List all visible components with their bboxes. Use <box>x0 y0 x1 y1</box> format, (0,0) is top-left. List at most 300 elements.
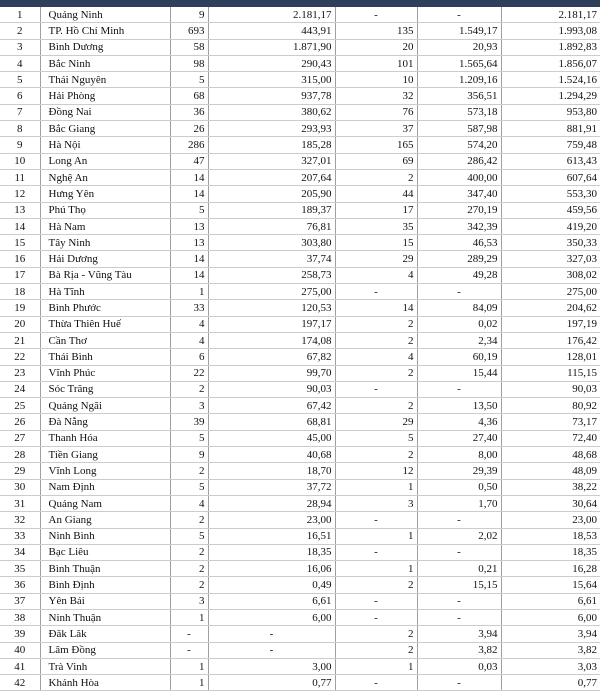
adjusted-capital: - <box>417 284 501 300</box>
province-name: Bình Dương <box>40 39 170 55</box>
row-index: 25 <box>0 398 40 414</box>
province-name: Hà Tĩnh <box>40 284 170 300</box>
new-capital: 189,37 <box>208 202 335 218</box>
total-capital: 18,35 <box>501 544 600 560</box>
province-name: Hưng Yên <box>40 186 170 202</box>
row-index: 17 <box>0 267 40 283</box>
province-name: Thanh Hóa <box>40 430 170 446</box>
table-row <box>0 479 600 495</box>
new-projects: 22 <box>170 365 208 381</box>
total-capital: 15,64 <box>501 577 600 593</box>
adjusted-projects: 101 <box>335 55 417 71</box>
adjusted-projects: 69 <box>335 153 417 169</box>
adjusted-capital: 46,53 <box>417 235 501 251</box>
adjusted-projects: 15 <box>335 235 417 251</box>
new-capital: 90,03 <box>208 381 335 397</box>
adjusted-projects: 4 <box>335 349 417 365</box>
adjusted-capital: 574,20 <box>417 137 501 153</box>
total-capital: 327,03 <box>501 251 600 267</box>
adjusted-capital: 347,40 <box>417 186 501 202</box>
province-name: Đồng Nai <box>40 104 170 120</box>
province-name: Thừa Thiên Huế <box>40 316 170 332</box>
province-name: Hà Nội <box>40 137 170 153</box>
adjusted-projects: 165 <box>335 137 417 153</box>
adjusted-projects: 2 <box>335 642 417 658</box>
adjusted-projects: 17 <box>335 202 417 218</box>
total-capital: 6,00 <box>501 609 600 625</box>
province-name: Bình Phước <box>40 300 170 316</box>
adjusted-capital: - <box>417 609 501 625</box>
adjusted-projects: 76 <box>335 104 417 120</box>
adjusted-capital: 2,34 <box>417 332 501 348</box>
new-capital: 16,06 <box>208 561 335 577</box>
row-index: 37 <box>0 593 40 609</box>
adjusted-capital: 1,70 <box>417 495 501 511</box>
table-row <box>0 414 600 430</box>
adjusted-projects: 2 <box>335 332 417 348</box>
adjusted-capital: 8,00 <box>417 447 501 463</box>
adjusted-projects: - <box>335 593 417 609</box>
new-projects: 2 <box>170 561 208 577</box>
province-name: Đăk Lăk <box>40 626 170 642</box>
adjusted-capital: 3,94 <box>417 626 501 642</box>
row-index: 4 <box>0 55 40 71</box>
new-capital: 18,70 <box>208 463 335 479</box>
adjusted-capital: 49,28 <box>417 267 501 283</box>
adjusted-projects: 3 <box>335 495 417 511</box>
province-name: Quảng Ninh <box>40 7 170 23</box>
new-capital: 40,68 <box>208 447 335 463</box>
adjusted-projects: 1 <box>335 479 417 495</box>
adjusted-capital: 2,02 <box>417 528 501 544</box>
adjusted-projects: 37 <box>335 121 417 137</box>
new-capital: - <box>208 642 335 658</box>
new-capital: 1.871,90 <box>208 39 335 55</box>
new-capital: 205,90 <box>208 186 335 202</box>
adjusted-capital: 1.565,64 <box>417 55 501 71</box>
adjusted-projects: 14 <box>335 300 417 316</box>
new-projects: - <box>170 642 208 658</box>
total-capital: 275,00 <box>501 284 600 300</box>
adjusted-projects: 5 <box>335 430 417 446</box>
adjusted-projects: 29 <box>335 251 417 267</box>
row-index: 32 <box>0 512 40 528</box>
new-projects: 5 <box>170 528 208 544</box>
adjusted-capital: 289,29 <box>417 251 501 267</box>
adjusted-capital: 0,02 <box>417 316 501 332</box>
adjusted-projects: 135 <box>335 23 417 39</box>
table-row <box>0 349 600 365</box>
adjusted-capital: 3,82 <box>417 642 501 658</box>
total-capital: 613,43 <box>501 153 600 169</box>
new-projects: 39 <box>170 414 208 430</box>
adjusted-capital: 1.209,16 <box>417 72 501 88</box>
new-projects: 5 <box>170 72 208 88</box>
adjusted-projects: - <box>335 544 417 560</box>
new-projects: 3 <box>170 398 208 414</box>
table-row <box>0 88 600 104</box>
table-row <box>0 202 600 218</box>
adjusted-capital: 27,40 <box>417 430 501 446</box>
adjusted-capital: 60,19 <box>417 349 501 365</box>
province-name: Quảng Ngãi <box>40 398 170 414</box>
province-name: Nghệ An <box>40 169 170 185</box>
province-name: Khánh Hòa <box>40 675 170 691</box>
total-capital: 308,02 <box>501 267 600 283</box>
province-name: Bình Thuận <box>40 561 170 577</box>
province-name: Thái Bình <box>40 349 170 365</box>
adjusted-projects: - <box>335 609 417 625</box>
new-capital: - <box>208 626 335 642</box>
row-index: 36 <box>0 577 40 593</box>
adjusted-capital: 15,15 <box>417 577 501 593</box>
province-name: Phú Thọ <box>40 202 170 218</box>
row-index: 38 <box>0 609 40 625</box>
adjusted-capital: 1.549,17 <box>417 23 501 39</box>
adjusted-capital: 270,19 <box>417 202 501 218</box>
new-projects: 47 <box>170 153 208 169</box>
new-capital: 380,62 <box>208 104 335 120</box>
total-capital: 23,00 <box>501 512 600 528</box>
table-row <box>0 121 600 137</box>
row-index: 33 <box>0 528 40 544</box>
table-row <box>0 528 600 544</box>
province-name: Tây Ninh <box>40 235 170 251</box>
total-capital: 72,40 <box>501 430 600 446</box>
adjusted-projects: 2 <box>335 577 417 593</box>
new-capital: 293,93 <box>208 121 335 137</box>
total-capital: 2.181,17 <box>501 7 600 23</box>
adjusted-projects: 4 <box>335 267 417 283</box>
adjusted-capital: 20,93 <box>417 39 501 55</box>
adjusted-capital: 0,03 <box>417 658 501 674</box>
total-capital: 1.524,16 <box>501 72 600 88</box>
row-index: 6 <box>0 88 40 104</box>
table-row <box>0 626 600 642</box>
total-capital: 3,82 <box>501 642 600 658</box>
total-capital: 607,64 <box>501 169 600 185</box>
total-capital: 197,19 <box>501 316 600 332</box>
new-capital: 6,00 <box>208 609 335 625</box>
row-index: 15 <box>0 235 40 251</box>
adjusted-projects: 2 <box>335 447 417 463</box>
adjusted-capital: - <box>417 381 501 397</box>
province-name: Sóc Trăng <box>40 381 170 397</box>
new-projects: 9 <box>170 7 208 23</box>
table-row <box>0 218 600 234</box>
row-index: 21 <box>0 332 40 348</box>
province-name: Tiền Giang <box>40 447 170 463</box>
table-row <box>0 104 600 120</box>
new-capital: 37,74 <box>208 251 335 267</box>
province-name: Cần Thơ <box>40 332 170 348</box>
header-bar <box>0 0 600 7</box>
table-row <box>0 316 600 332</box>
new-projects: 2 <box>170 577 208 593</box>
new-projects: 1 <box>170 609 208 625</box>
total-capital: 553,30 <box>501 186 600 202</box>
total-capital: 0,77 <box>501 675 600 691</box>
new-capital: 23,00 <box>208 512 335 528</box>
new-capital: 67,82 <box>208 349 335 365</box>
adjusted-projects: 32 <box>335 88 417 104</box>
row-index: 2 <box>0 23 40 39</box>
adjusted-capital: 400,00 <box>417 169 501 185</box>
province-name: Hà Nam <box>40 218 170 234</box>
new-capital: 68,81 <box>208 414 335 430</box>
new-capital: 18,35 <box>208 544 335 560</box>
row-index: 35 <box>0 561 40 577</box>
row-index: 10 <box>0 153 40 169</box>
new-projects: 4 <box>170 332 208 348</box>
total-capital: 48,68 <box>501 447 600 463</box>
province-name: Bạc Liêu <box>40 544 170 560</box>
province-name: Vĩnh Phúc <box>40 365 170 381</box>
table-row <box>0 23 600 39</box>
row-index: 9 <box>0 137 40 153</box>
new-projects: 33 <box>170 300 208 316</box>
table-row <box>0 365 600 381</box>
new-capital: 2.181,17 <box>208 7 335 23</box>
adjusted-projects: 1 <box>335 528 417 544</box>
new-capital: 258,73 <box>208 267 335 283</box>
table-row <box>0 300 600 316</box>
table-row <box>0 675 600 691</box>
adjusted-projects: 1 <box>335 561 417 577</box>
total-capital: 1.892,83 <box>501 39 600 55</box>
province-name: Thái Nguyên <box>40 72 170 88</box>
total-capital: 115,15 <box>501 365 600 381</box>
total-capital: 90,03 <box>501 381 600 397</box>
adjusted-capital: 4,36 <box>417 414 501 430</box>
new-capital: 120,53 <box>208 300 335 316</box>
new-projects: 13 <box>170 235 208 251</box>
province-name: Ninh Bình <box>40 528 170 544</box>
total-capital: 3,94 <box>501 626 600 642</box>
province-name: Hải Phòng <box>40 88 170 104</box>
new-capital: 45,00 <box>208 430 335 446</box>
new-projects: 4 <box>170 316 208 332</box>
row-index: 31 <box>0 495 40 511</box>
total-capital: 128,01 <box>501 349 600 365</box>
adjusted-projects: - <box>335 675 417 691</box>
table-row <box>0 7 600 23</box>
row-index: 26 <box>0 414 40 430</box>
new-projects: 2 <box>170 544 208 560</box>
fdi-table <box>0 7 600 691</box>
new-capital: 290,43 <box>208 55 335 71</box>
row-index: 28 <box>0 447 40 463</box>
new-projects: - <box>170 626 208 642</box>
new-projects: 1 <box>170 284 208 300</box>
province-name: Bình Định <box>40 577 170 593</box>
total-capital: 1.856,07 <box>501 55 600 71</box>
adjusted-projects: - <box>335 381 417 397</box>
new-projects: 98 <box>170 55 208 71</box>
adjusted-projects: 2 <box>335 398 417 414</box>
adjusted-projects: 12 <box>335 463 417 479</box>
adjusted-projects: 20 <box>335 39 417 55</box>
table-row <box>0 55 600 71</box>
row-index: 8 <box>0 121 40 137</box>
total-capital: 459,56 <box>501 202 600 218</box>
adjusted-projects: 2 <box>335 169 417 185</box>
table-row <box>0 593 600 609</box>
adjusted-capital: 0,50 <box>417 479 501 495</box>
province-name: Bắc Giang <box>40 121 170 137</box>
row-index: 14 <box>0 218 40 234</box>
table-row <box>0 235 600 251</box>
new-capital: 174,08 <box>208 332 335 348</box>
row-index: 42 <box>0 675 40 691</box>
total-capital: 204,62 <box>501 300 600 316</box>
adjusted-projects: - <box>335 284 417 300</box>
table-row <box>0 381 600 397</box>
new-projects: 1 <box>170 675 208 691</box>
table-row <box>0 169 600 185</box>
new-projects: 1 <box>170 658 208 674</box>
total-capital: 18,53 <box>501 528 600 544</box>
row-index: 22 <box>0 349 40 365</box>
new-capital: 28,94 <box>208 495 335 511</box>
total-capital: 350,33 <box>501 235 600 251</box>
new-projects: 14 <box>170 267 208 283</box>
row-index: 7 <box>0 104 40 120</box>
new-capital: 99,70 <box>208 365 335 381</box>
row-index: 29 <box>0 463 40 479</box>
province-name: Yên Bái <box>40 593 170 609</box>
province-name: Bà Rịa - Vũng Tàu <box>40 267 170 283</box>
new-projects: 2 <box>170 381 208 397</box>
adjusted-capital: 84,09 <box>417 300 501 316</box>
new-projects: 2 <box>170 512 208 528</box>
new-projects: 9 <box>170 447 208 463</box>
row-index: 39 <box>0 626 40 642</box>
row-index: 19 <box>0 300 40 316</box>
new-capital: 275,00 <box>208 284 335 300</box>
adjusted-capital: 587,98 <box>417 121 501 137</box>
adjusted-projects: 44 <box>335 186 417 202</box>
table-row <box>0 72 600 88</box>
new-projects: 3 <box>170 593 208 609</box>
total-capital: 881,91 <box>501 121 600 137</box>
adjusted-capital: 573,18 <box>417 104 501 120</box>
row-index: 11 <box>0 169 40 185</box>
table-row <box>0 267 600 283</box>
new-capital: 185,28 <box>208 137 335 153</box>
total-capital: 16,28 <box>501 561 600 577</box>
total-capital: 30,64 <box>501 495 600 511</box>
new-projects: 68 <box>170 88 208 104</box>
total-capital: 48,09 <box>501 463 600 479</box>
province-name: Lâm Đồng <box>40 642 170 658</box>
row-index: 23 <box>0 365 40 381</box>
table-row <box>0 186 600 202</box>
table-row <box>0 137 600 153</box>
new-projects: 13 <box>170 218 208 234</box>
table-body <box>0 7 600 691</box>
total-capital: 953,80 <box>501 104 600 120</box>
adjusted-capital: - <box>417 593 501 609</box>
total-capital: 1.993,08 <box>501 23 600 39</box>
row-index: 1 <box>0 7 40 23</box>
adjusted-capital: 0,21 <box>417 561 501 577</box>
table-row <box>0 495 600 511</box>
new-capital: 0,49 <box>208 577 335 593</box>
new-capital: 37,72 <box>208 479 335 495</box>
table-row <box>0 642 600 658</box>
row-index: 27 <box>0 430 40 446</box>
table-row <box>0 332 600 348</box>
adjusted-capital: - <box>417 512 501 528</box>
adjusted-capital: 286,42 <box>417 153 501 169</box>
new-projects: 14 <box>170 251 208 267</box>
new-capital: 16,51 <box>208 528 335 544</box>
province-name: Long An <box>40 153 170 169</box>
adjusted-capital: - <box>417 7 501 23</box>
table-row <box>0 658 600 674</box>
table-row <box>0 561 600 577</box>
new-capital: 67,42 <box>208 398 335 414</box>
total-capital: 759,48 <box>501 137 600 153</box>
adjusted-projects: 10 <box>335 72 417 88</box>
province-name: Nam Định <box>40 479 170 495</box>
table-row <box>0 609 600 625</box>
new-capital: 315,00 <box>208 72 335 88</box>
row-index: 40 <box>0 642 40 658</box>
row-index: 3 <box>0 39 40 55</box>
new-capital: 937,78 <box>208 88 335 104</box>
row-index: 30 <box>0 479 40 495</box>
total-capital: 80,92 <box>501 398 600 414</box>
table-row <box>0 544 600 560</box>
new-projects: 58 <box>170 39 208 55</box>
province-name: Đà Nẵng <box>40 414 170 430</box>
table-row <box>0 577 600 593</box>
table-row <box>0 463 600 479</box>
new-projects: 14 <box>170 186 208 202</box>
new-capital: 303,80 <box>208 235 335 251</box>
new-projects: 5 <box>170 202 208 218</box>
total-capital: 1.294,29 <box>501 88 600 104</box>
table-row <box>0 284 600 300</box>
new-projects: 36 <box>170 104 208 120</box>
adjusted-projects: 35 <box>335 218 417 234</box>
new-projects: 14 <box>170 169 208 185</box>
new-projects: 693 <box>170 23 208 39</box>
province-name: An Giang <box>40 512 170 528</box>
new-projects: 4 <box>170 495 208 511</box>
new-capital: 197,17 <box>208 316 335 332</box>
total-capital: 3,03 <box>501 658 600 674</box>
new-projects: 286 <box>170 137 208 153</box>
province-name: Ninh Thuận <box>40 609 170 625</box>
table-row <box>0 398 600 414</box>
province-name: Hải Dương <box>40 251 170 267</box>
new-capital: 443,91 <box>208 23 335 39</box>
adjusted-capital: 29,39 <box>417 463 501 479</box>
adjusted-projects: 2 <box>335 626 417 642</box>
table-row <box>0 512 600 528</box>
adjusted-capital: 356,51 <box>417 88 501 104</box>
adjusted-projects: 2 <box>335 316 417 332</box>
total-capital: 73,17 <box>501 414 600 430</box>
row-index: 18 <box>0 284 40 300</box>
new-capital: 207,64 <box>208 169 335 185</box>
province-name: Trà Vinh <box>40 658 170 674</box>
adjusted-capital: - <box>417 675 501 691</box>
row-index: 41 <box>0 658 40 674</box>
